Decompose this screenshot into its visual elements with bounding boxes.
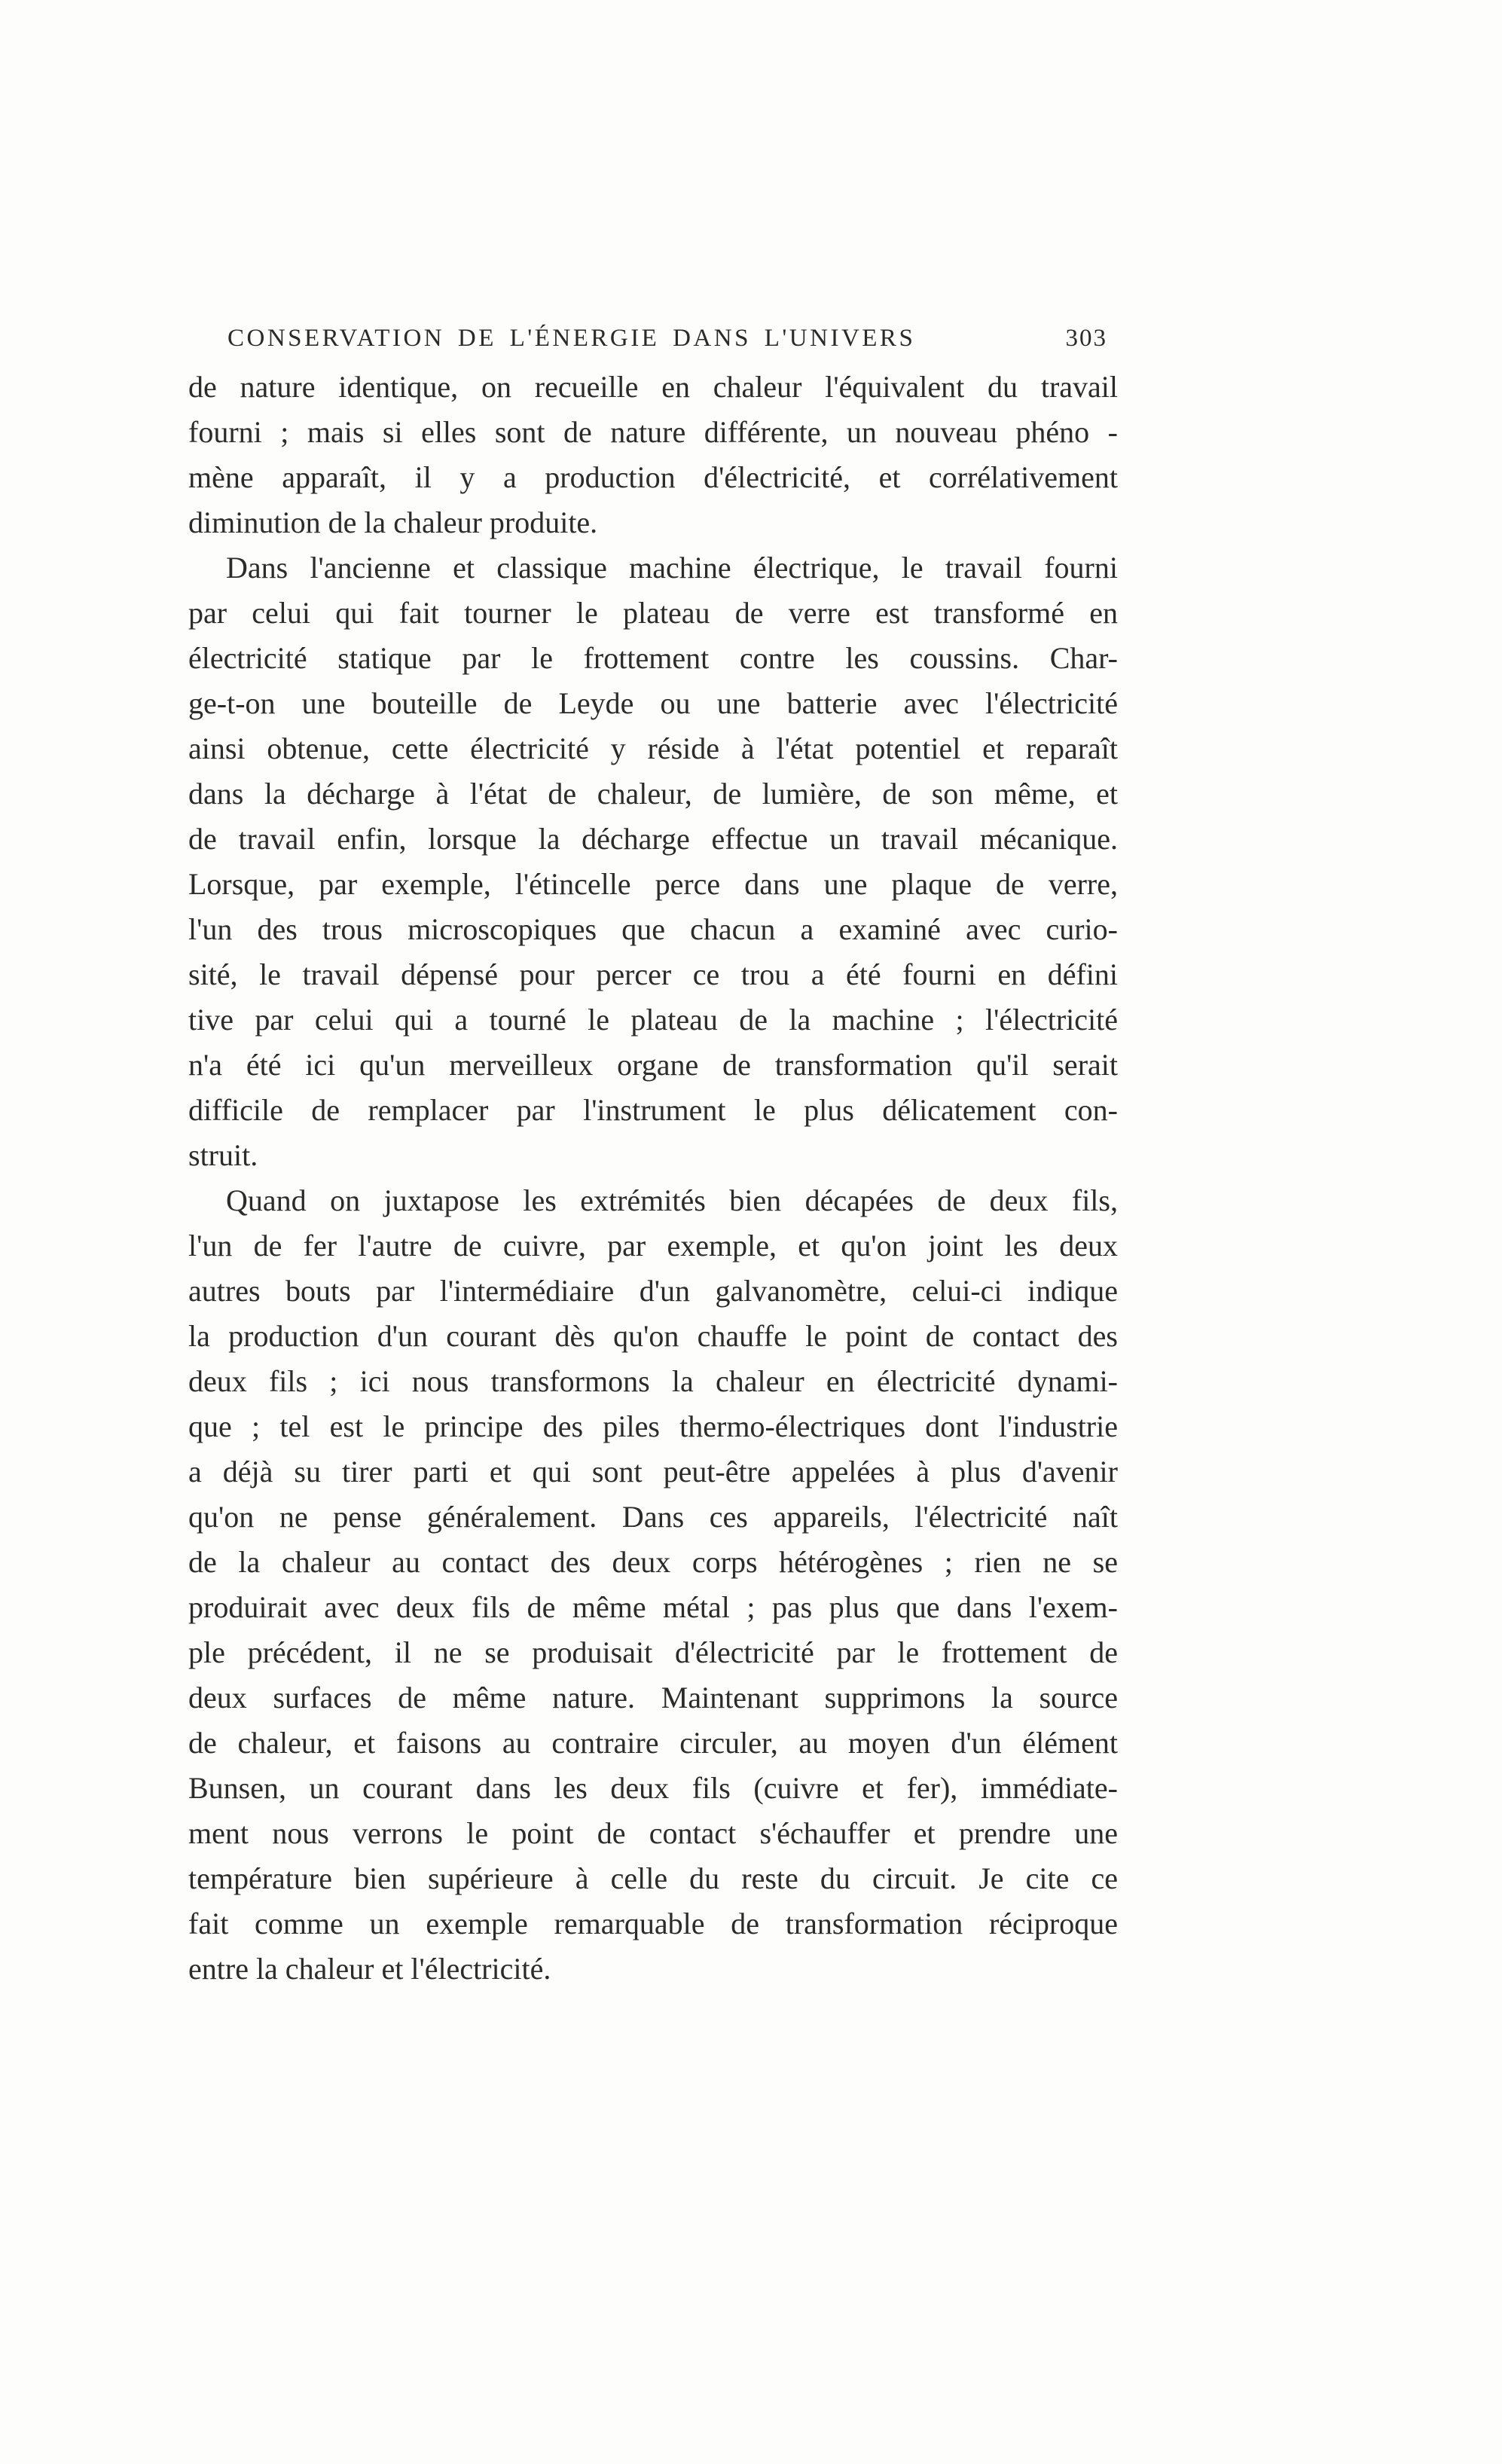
page-number: 303 — [1065, 325, 1107, 352]
text-line: électricité statique par le frottement contre les coussins. Char- — [188, 641, 1118, 675]
text-line: température bien supérieure à celle du reste du circuit. Je cite ce — [188, 1861, 1118, 1895]
text-line: l'un des trous microscopiques que chacun a examiné avec curio- — [188, 912, 1118, 946]
text-line: ple précédent, il ne se produisait d'électricité par le frottement de — [188, 1635, 1118, 1669]
text-line: dans la décharge à l'état de chaleur, de lumière, de son même, et — [188, 777, 1118, 811]
text-line: ge-t-on une bouteille de Leyde ou une batterie avec l'électricité — [188, 686, 1118, 720]
text-line: de chaleur, et faisons au contraire circuler, au moyen d'un élément — [188, 1726, 1118, 1760]
paragraph — [188, 365, 1118, 545]
text-line: Bunsen, un courant dans les deux fils (cuivre et fer), immédiate- — [188, 1771, 1118, 1805]
text-line: diminution de la chaleur produite. — [188, 505, 598, 539]
text-line: autres bouts par l'intermédiaire d'un galvanomètre, celui-ci indique — [188, 1274, 1118, 1308]
body-text — [188, 365, 1118, 1992]
paragraph — [188, 1178, 1118, 1992]
text-line: ment nous verrons le point de contact s'échauffer et prendre une — [188, 1816, 1118, 1850]
text-line: Quand on juxtapose les extrémités bien décapées de deux fils, — [226, 1183, 1118, 1217]
text-line: difficile de remplacer par l'instrument le plus délicatement con- — [188, 1093, 1118, 1127]
text-line: l'un de fer l'autre de cuivre, par exemple, et qu'on joint les deux — [188, 1229, 1118, 1263]
text-line: la production d'un courant dès qu'on chauffe le point de contact des — [188, 1319, 1118, 1353]
text-line: n'a été ici qu'un merveilleux organe de transformation qu'il serait — [188, 1048, 1118, 1082]
text-line: deux fils ; ici nous transformons la chaleur en électricité dynami- — [188, 1364, 1118, 1398]
text-line: a déjà su tirer parti et qui sont peut-être appelées à plus d'avenir — [188, 1455, 1118, 1488]
text-line: de nature identique, on recueille en chaleur l'équivalent du travail — [188, 370, 1118, 404]
text-line: que ; tel est le principe des piles thermo-électriques dont l'industrie — [188, 1409, 1118, 1443]
text-line: qu'on ne pense généralement. Dans ces appareils, l'électricité naît — [188, 1500, 1118, 1534]
text-line: deux surfaces de même nature. Maintenant supprimons la source — [188, 1681, 1118, 1714]
text-line: de la chaleur au contact des deux corps hétérogènes ; rien ne se — [188, 1545, 1118, 1579]
text-line: Lorsque, par exemple, l'étincelle perce dans une plaque de verre, — [188, 867, 1118, 901]
text-line: produirait avec deux fils de même métal ; pas plus que dans l'exem- — [188, 1590, 1118, 1624]
text-line: entre la chaleur et l'électricité. — [188, 1952, 551, 1986]
text-line: tive par celui qui a tourné le plateau de la machine ; l'électricité — [188, 1003, 1118, 1037]
text-line: Dans l'ancienne et classique machine électrique, le travail fourni — [226, 551, 1118, 585]
text-line: ainsi obtenue, cette électricité y réside à l'état potentiel et reparaît — [188, 731, 1118, 765]
text-line: struit. — [188, 1138, 258, 1172]
text-line: sité, le travail dépensé pour percer ce trou a été fourni en défini — [188, 957, 1118, 991]
running-head: CONSERVATION DE L'ÉNERGIE DANS L'UNIVERS — [227, 325, 916, 352]
text-line: par celui qui fait tourner le plateau de verre est transformé en — [188, 596, 1118, 630]
text-line: de travail enfin, lorsque la décharge effectue un travail mécanique. — [188, 822, 1118, 856]
text-line: fait comme un exemple remarquable de transformation réciproque — [188, 1907, 1118, 1940]
page-header — [227, 319, 1107, 357]
text-line: mène apparaît, il y a production d'électricité, et corrélativement — [188, 460, 1118, 494]
text-line: fourni ; mais si elles sont de nature différente, un nouveau phéno - — [188, 415, 1118, 449]
paragraph — [188, 545, 1118, 1178]
